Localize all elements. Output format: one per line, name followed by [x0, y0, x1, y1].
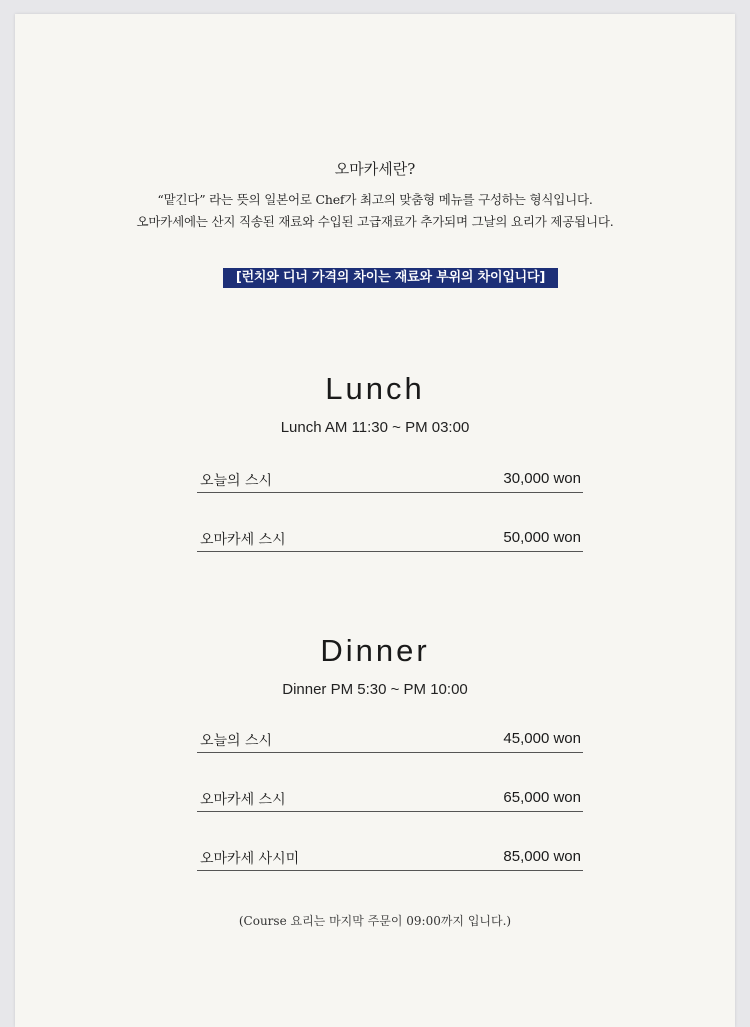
menu-item-name: 오마카세 스시	[200, 792, 286, 808]
dinner-hours: Dinner PM 5:30 ~ PM 10:00	[282, 681, 468, 698]
intro-description-line-1: “맡긴다” 라는 뜻의 일본어로 Chef가 최고의 맞춤형 메뉴를 구성하는 형식입니다.	[157, 192, 593, 207]
menu-page	[15, 14, 735, 1027]
intro-title: 오마카세란?	[334, 160, 416, 178]
menu-item-price: 85,000 won	[503, 848, 581, 865]
menu-item-name: 오늘의 스시	[200, 473, 273, 489]
course-last-order-note: (Course 요리는 마지막 주문이 09:00까지 입니다.)	[238, 914, 512, 928]
dinner-menu-item	[197, 730, 583, 753]
menu-item-price: 50,000 won	[503, 529, 581, 546]
price-difference-banner: [런치와 디너 가격의 차이는 재료와 부위의 차이입니다]	[223, 268, 558, 288]
lunch-menu-item	[197, 529, 583, 552]
dinner-menu-item	[197, 789, 583, 812]
menu-item-name: 오마카세 사시미	[200, 851, 300, 867]
lunch-section-title: Lunch	[325, 371, 425, 406]
menu-item-name: 오마카세 스시	[200, 532, 286, 548]
intro-description-line-2: 오마카세에는 산지 직송된 재료와 수입된 고급재료가 추가되며 그날의 요리가 제공됩니다.	[136, 214, 614, 229]
menu-item-name: 오늘의 스시	[200, 733, 273, 749]
menu-item-price: 45,000 won	[503, 730, 581, 747]
dinner-section-title: Dinner	[320, 633, 430, 668]
dinner-menu-item	[197, 848, 583, 871]
menu-item-price: 30,000 won	[503, 470, 581, 487]
lunch-hours: Lunch AM 11:30 ~ PM 03:00	[280, 419, 470, 436]
lunch-menu-item	[197, 470, 583, 493]
menu-item-price: 65,000 won	[503, 789, 581, 806]
